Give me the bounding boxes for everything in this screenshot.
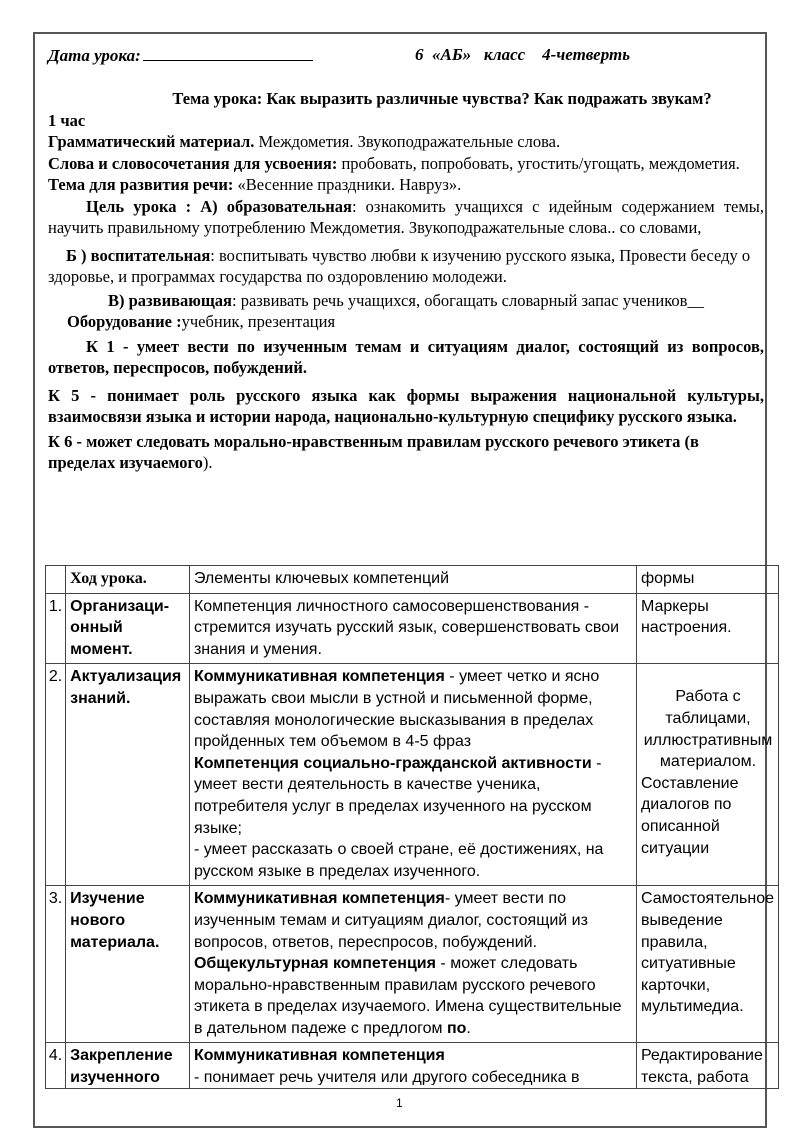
goal-upbringing: [48, 245, 764, 288]
row-elements: [189, 593, 636, 664]
lesson-topic: Тема урока: Как выразить различные чувства? Как подражать звукам?: [172, 89, 712, 108]
forms-centered: Работа с таблицами, иллюстративным материалом.: [643, 688, 773, 771]
row-num: 2.: [46, 664, 66, 886]
equipment-label: Оборудование :: [67, 312, 182, 331]
goal-developing: [48, 290, 764, 312]
goal-label: Цель урока : А) образовательная: [86, 196, 352, 216]
element-bold: Коммуникативная компетенция: [193, 1047, 445, 1065]
header-stage: Ход урока.: [66, 566, 190, 594]
equipment-text: учебник, презентация: [181, 312, 336, 331]
table-row: [46, 886, 779, 1043]
speech-topic: [48, 174, 764, 196]
element-text: - умеет рассказать о своей стране, её достижениях, на русском языке в пределах изученного.: [193, 841, 604, 880]
date-label: Дата урока:: [48, 46, 141, 65]
element-text: .: [466, 1019, 471, 1037]
element-text: - понимает речь учителя или другого собеседника в: [193, 1069, 580, 1086]
goal-c-label: В) развивающая: [108, 290, 232, 310]
element-bold: Компетенция социально-гражданской активности: [193, 754, 592, 772]
competency-k6-tail: ).: [202, 453, 213, 472]
header-elements: Элементы ключевых компетенций: [189, 566, 636, 594]
page-number: 1: [396, 1096, 403, 1110]
hours: 1 час: [48, 110, 86, 130]
lesson-table: [45, 565, 779, 1089]
table-header-row: [46, 566, 779, 594]
competency-k6: [48, 431, 764, 474]
row-stage: [66, 1043, 190, 1089]
words-label: Слова и словосочетания для усвоения:: [48, 153, 338, 173]
words-to-learn: [48, 153, 764, 175]
table-row: [46, 664, 779, 886]
row-num: 1.: [46, 593, 66, 664]
row-elements: [189, 886, 636, 1043]
goal-text: : ознакомить учащихся с идейным содержанием темы, научить правильному употреблению Междометия. Звукоподражательные слова.. со словами,: [48, 196, 765, 237]
elements-clip: [194, 1045, 633, 1085]
grammar-material: [48, 131, 764, 153]
stage-text: Закрепление изученного: [70, 1047, 173, 1086]
row-num: 3.: [46, 886, 66, 1043]
row-stage: Актуализация знаний.: [66, 664, 190, 886]
element-bold: по: [446, 1019, 467, 1037]
forms-text: Редактирование текста, работа: [640, 1047, 763, 1086]
element-text: - умеет вести по изученным темам и ситуациям диалог, состоящий из вопросов, ответов, переспросов, побуждений.: [193, 890, 588, 951]
grammar-text: Междометия. Звукоподражательные слова.: [254, 132, 561, 151]
goal-c-text: : развивать речь учащихся, обогащать словарный запас учеников__: [231, 290, 704, 310]
row-forms: [636, 664, 778, 886]
row-forms: [636, 1043, 778, 1089]
words-text: пробовать, попробовать, угостить/угощать, междометия.: [337, 153, 740, 173]
competency-k1: К 1 - умеет вести по изученным темам и ситуациям диалог, состоящий из вопросов, ответов, переспросов, побуждений.: [48, 336, 764, 377]
element-text: - умеет вести деятельность в качестве ученика, потребителя услуг в пределах изученного на русском языке;: [193, 754, 602, 837]
header-forms: формы: [636, 566, 778, 594]
lesson-date: [48, 44, 398, 72]
speech-label: Тема для развития речи:: [48, 175, 234, 194]
date-blank: [143, 44, 313, 61]
equipment: [48, 311, 764, 333]
element-bold: Коммуникативная компетенция: [193, 668, 445, 686]
row-elements: [189, 664, 636, 886]
header-line: [48, 44, 764, 72]
element-text: - может следовать морально-нравственным правилам русского речевого этикета в пределах изучаемого. Имена существительные в дательном падеже с предлогом: [193, 955, 622, 1037]
row-num: 4.: [46, 1043, 66, 1089]
row-stage: Организаци-онный момент.: [66, 593, 190, 664]
table-row: [46, 1043, 779, 1089]
competency-k5: К 5 - понимает роль русского языка как формы выражения национальной культуры, взаимосвязи языка и истории народа, национально-культурную специфику русского языка.: [48, 385, 764, 426]
element-text: - умеет четко и ясно выражать свои мысли в устной и письменной форме, составляя монологические высказывания в пределах пройденных тем объемом в 4-5 фраз: [193, 668, 600, 751]
element-bold: Общекультурная компетенция: [193, 955, 436, 973]
goal-b-text: : воспитывать чувство любви к изучению русского языка, Провести беседу о здоровье, и программах государства по оздоровлению молодежи.: [48, 245, 751, 286]
grammar-label: Грамматический материал.: [48, 132, 255, 151]
goal-educational: [48, 196, 764, 239]
row-forms: Самостоятельное выведение правила, ситуативные карточки, мультимедиа.: [636, 886, 778, 1043]
competency-k6-text: К 6 - может следовать морально-нравственным правилам русского речевого этикета (в пределах изучаемого: [48, 431, 699, 472]
element-text: Компетенция личностного самосовершенствования - стремится изучать русский язык, совершенствовать свои знания и умения.: [193, 597, 620, 658]
header-num: [46, 566, 66, 594]
table-row: [46, 593, 779, 664]
speech-text: «Весенние праздники. Навруз».: [233, 175, 462, 194]
goal-b-label: Б ) воспитательная: [66, 245, 211, 265]
row-elements: [189, 1043, 636, 1089]
element-bold: Коммуникативная компетенция: [193, 890, 445, 908]
lesson-plan-text: [48, 44, 764, 474]
row-forms: Маркеры настроения.: [636, 593, 778, 664]
forms-text: Составление диалогов по описанной ситуации: [640, 774, 739, 857]
class-info: 6 «АБ» класс 4-четверть: [415, 45, 630, 64]
row-stage: Изучение нового материала.: [66, 886, 190, 1043]
